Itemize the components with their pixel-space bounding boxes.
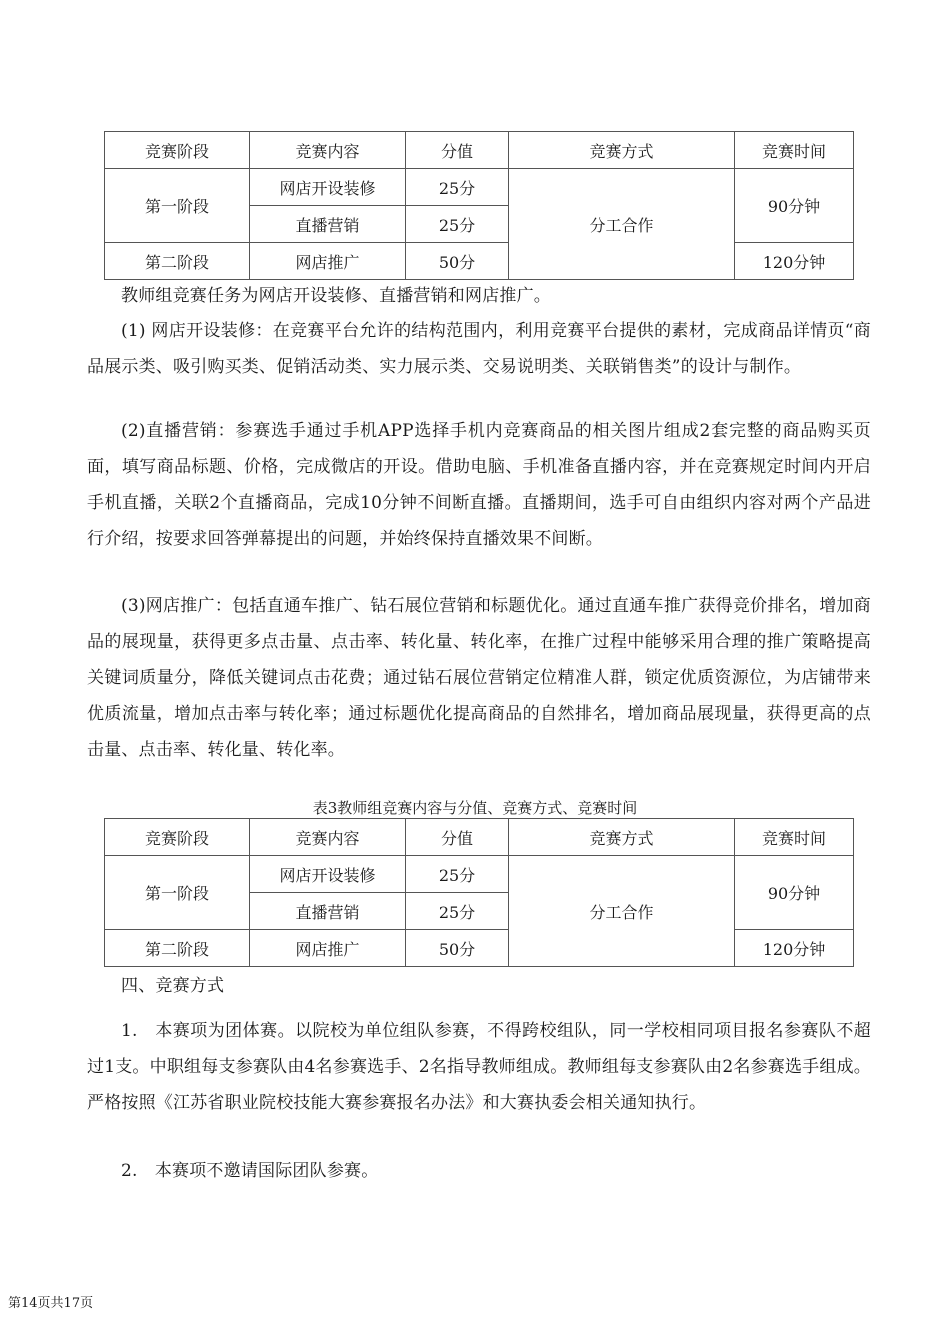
table-header-row [105, 819, 854, 856]
competition-table-1 [104, 131, 854, 280]
cell-score: 50分 [406, 243, 509, 280]
header-content: 竞赛内容 [250, 819, 406, 856]
page-footer: 第14页共17页 [8, 1296, 94, 1311]
cell-time: 90分钟 [735, 169, 854, 243]
table-row [105, 856, 854, 893]
header-score: 分值 [406, 819, 509, 856]
header-mode: 竞赛方式 [509, 819, 735, 856]
table-row [105, 169, 854, 206]
header-score: 分值 [406, 132, 509, 169]
header-mode: 竞赛方式 [509, 132, 735, 169]
cell-score: 25分 [406, 206, 509, 243]
header-stage: 竞赛阶段 [105, 819, 250, 856]
table-caption: 表3教师组竞赛内容与分值、竞赛方式、竞赛时间 [312, 799, 638, 817]
header-time: 竞赛时间 [735, 132, 854, 169]
rule-item-1: 1. 本赛项为团体赛。以院校为单位组队参赛，不得跨校组队，同一学校相同项目报名参赛队不超过1支。中职组每支参赛队由4名参赛选手、2名指导教师组成。教师组每支参赛队由2名参赛选手组成。严格按照《江苏省职业院校技能大赛参赛报名办法》和大赛执委会相关通知执行。 [87, 1021, 871, 1113]
cell-stage: 第二阶段 [105, 930, 250, 967]
table-row [105, 930, 854, 967]
cell-time: 120分钟 [735, 930, 854, 967]
cell-time: 120分钟 [735, 243, 854, 280]
header-content: 竞赛内容 [250, 132, 406, 169]
cell-score: 25分 [406, 169, 509, 206]
cell-content: 网店推广 [250, 243, 406, 280]
header-time: 竞赛时间 [735, 819, 854, 856]
cell-content: 直播营销 [250, 206, 406, 243]
intro-paragraph: 教师组竞赛任务为网店开设装修、直播营销和网店推广。 [121, 286, 551, 306]
table-header-row [105, 132, 854, 169]
cell-stage: 第一阶段 [105, 169, 250, 243]
table-row [105, 243, 854, 280]
cell-content: 网店推广 [250, 930, 406, 967]
cell-score: 25分 [406, 856, 509, 893]
task-1-paragraph: (1) 网店开设装修：在竞赛平台允许的结构范围内，利用竞赛平台提供的素材，完成商品详情页“商品展示类、吸引购买类、促销活动类、实力展示类、交易说明类、关联销售类”的设计与制作。 [87, 321, 871, 377]
cell-content: 直播营销 [250, 893, 406, 930]
cell-score: 50分 [406, 930, 509, 967]
rule-item-2: 2. 本赛项不邀请国际团队参赛。 [121, 1161, 379, 1181]
cell-content: 网店开设装修 [250, 169, 406, 206]
cell-time: 90分钟 [735, 856, 854, 930]
task-3-paragraph: (3)网店推广：包括直通车推广、钻石展位营销和标题优化。通过直通车推广获得竞价排名，增加商品的展现量，获得更多点击量、点击率、转化量、转化率，在推广过程中能够采用合理的推广策略提高关键词质量分，降低关键词点击花费；通过钻石展位营销定位精准人群，锁定优质资源位，为店铺带来优质流量，增加点击率与转化率；通过标题优化提高商品的自然排名，增加商品展现量，获得更高的点击量、点击率、转化量、转化率。 [87, 596, 871, 760]
competition-table-2 [104, 818, 854, 967]
cell-content: 网店开设装修 [250, 856, 406, 893]
cell-mode: 分工合作 [509, 169, 735, 280]
section-heading: 四、竞赛方式 [121, 976, 225, 996]
task-2-paragraph: (2)直播营销：参赛选手通过手机APP选择手机内竞赛商品的相关图片组成2套完整的商品购买页面，填写商品标题、价格，完成微店的开设。借助电脑、手机准备直播内容，并在竞赛规定时间内开启手机直播，关联2个直播商品，完成10分钟不间断直播。直播期间，选手可自由组织内容对两个产品进行介绍，按要求回答弹幕提出的问题，并始终保持直播效果不间断。 [87, 421, 871, 549]
cell-stage: 第二阶段 [105, 243, 250, 280]
cell-stage: 第一阶段 [105, 856, 250, 930]
cell-score: 25分 [406, 893, 509, 930]
header-stage: 竞赛阶段 [105, 132, 250, 169]
cell-mode: 分工合作 [509, 856, 735, 967]
